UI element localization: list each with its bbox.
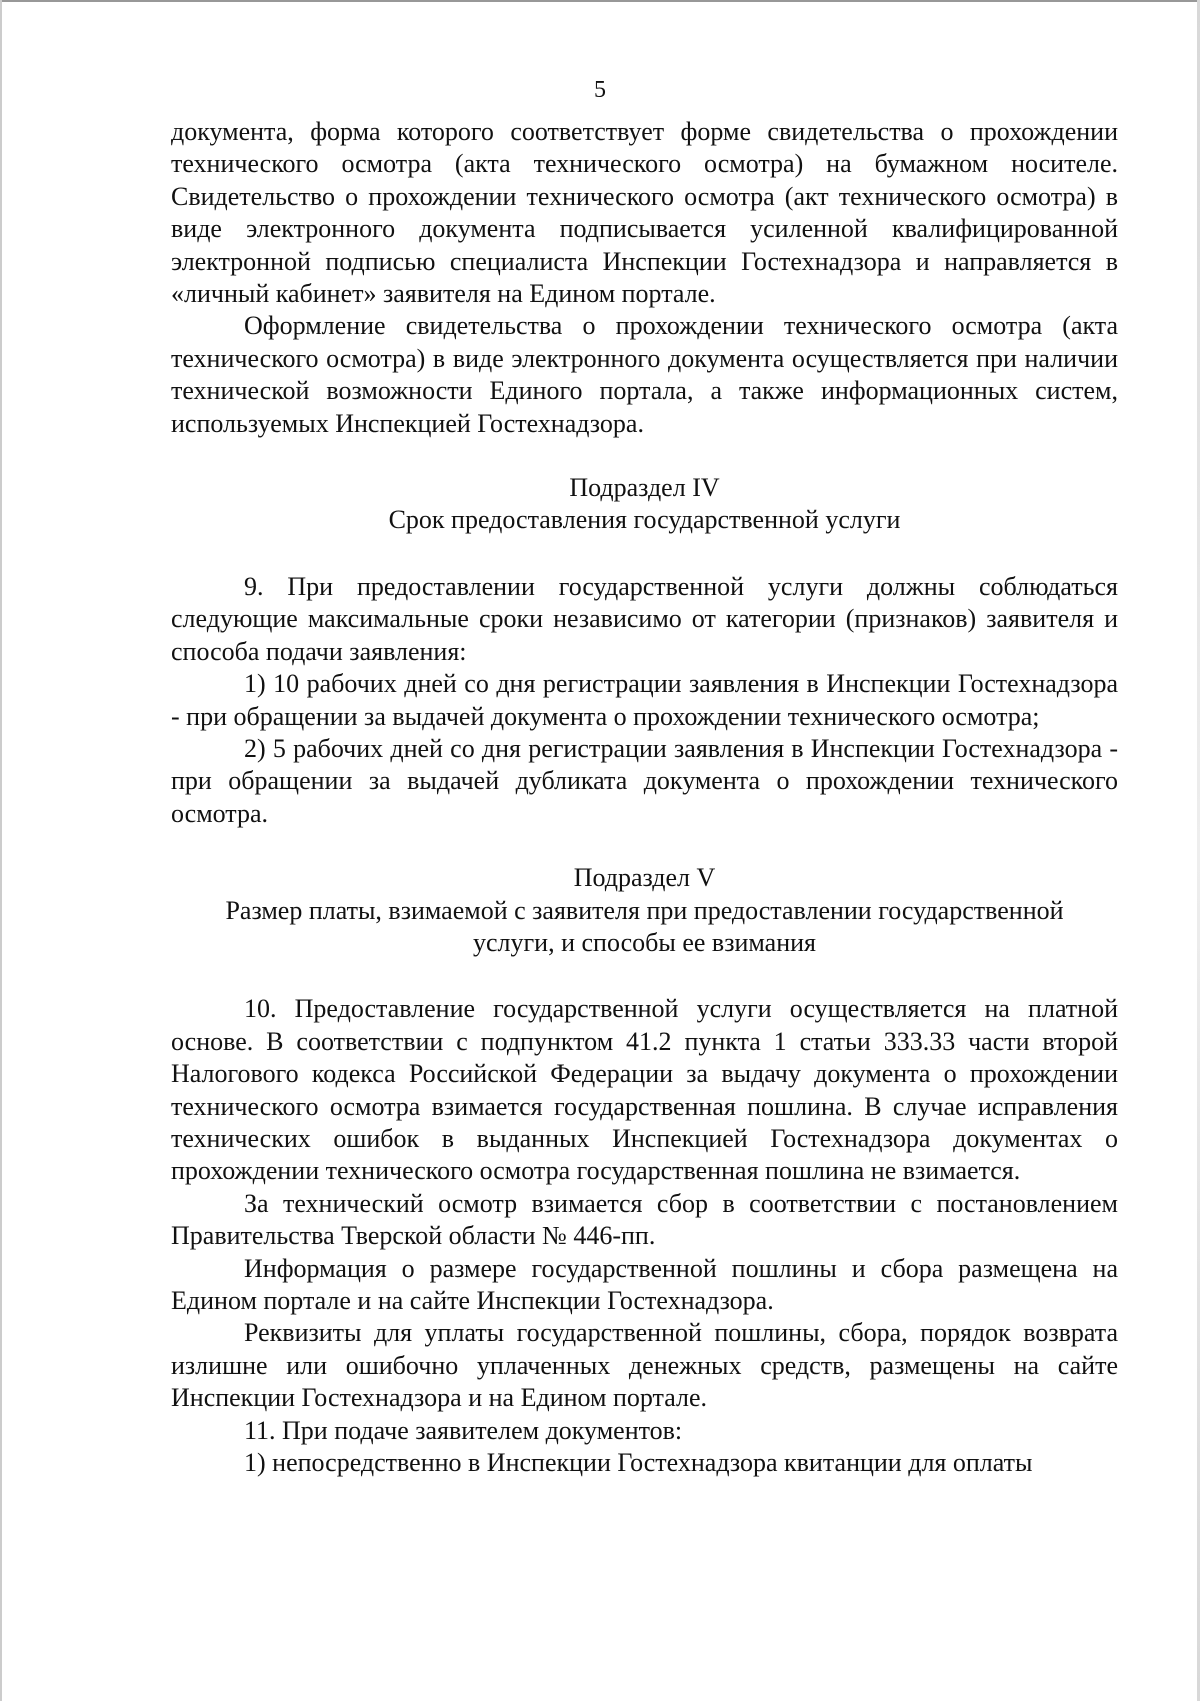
section-5-title-line-2: услуги, и способы ее взимания	[473, 927, 816, 957]
scan-edge-top	[0, 0, 1200, 2]
paragraph-10: 10. Предоставление государственной услуги осуществляется на платной основе. В соответствии с подпунктом 41.2 пункта 1 статьи 333.33 части второй Налогового кодекса Российской Федерации за выдачу документа о прохождении технического осмотра взимается государственная пошлина. В случае исправления технических ошибок в выданных Инспекцией Гостехнадзора документах о прохождении технического осмотра государственная пошлина не взимается.	[171, 994, 1118, 1186]
paragraph-fee-information: Информация о размере государственной пошлины и сбора размещена на Едином портале и на сайте Инспекции Гостехнадзора.	[171, 1253, 1118, 1315]
paragraph-9: 9. При предоставлении государственной услуги должны соблюдаться следующие максимальные сроки независимо от категории (признаков) заявителя и способа подачи заявления:	[171, 571, 1118, 666]
scan-edge-left	[0, 0, 2, 1701]
paragraph-9-item-2: 2) 5 рабочих дней со дня регистрации заявления в Инспекции Гостехнадзора - при обращении за выдачей дубликата документа о прохождении технического осмотра.	[171, 733, 1118, 828]
paragraph-payment-details: Реквизиты для уплаты государственной пошлины, сбора, порядок возврата излишне или ошибочно уплаченных денежных средств, размещены на сайте Инспекции Гостехнадзора и на Едином портале.	[171, 1318, 1118, 1413]
paragraph-electronic-certificate: Оформление свидетельства о прохождении технического осмотра (акта технического осмотра) в виде электронного документа осуществляется при наличии технической возможности Единого портала, а также информационных систем, используемых Инспекцией Гостехнадзора.	[171, 311, 1118, 438]
page-number: 5	[594, 77, 606, 103]
paragraph-9-item-1: 1) 10 рабочих дней со дня регистрации заявления в Инспекции Гостехнадзора - при обращении за выдачей документа о прохождении технического осмотра;	[171, 669, 1118, 731]
section-4-label: Подраздел IV	[569, 473, 720, 503]
paragraph-11-item-1: 1) непосредственно в Инспекции Гостехнадзора квитанции для оплаты	[244, 1448, 1033, 1478]
paragraph-11: 11. При подаче заявителем документов:	[244, 1415, 683, 1445]
document-body	[171, 116, 1118, 1479]
paragraph-fee-resolution: За технический осмотр взимается сбор в соответствии с постановлением Правительства Тверской области № 446-пп.	[171, 1188, 1118, 1251]
section-5-title-line-1: Размер платы, взимаемой с заявителя при предоставлении государственной	[225, 895, 1064, 925]
paragraph-continuation: документа, форма которого соответствует форме свидетельства о прохождении технического осмотра (акта технического осмотра) на бумажном носителе. Свидетельство о прохождении технического осмотра (акт технического осмотра) в виде электронного документа подписывается усиленной квалифицированной электронной подписью специалиста Инспекции Гостехнадзора и направляется в «личный кабинет» заявителя на Едином портале.	[171, 117, 1118, 309]
section-5-label: Подраздел V	[573, 863, 716, 893]
section-4-title: Срок предоставления государственной услуги	[388, 505, 901, 535]
